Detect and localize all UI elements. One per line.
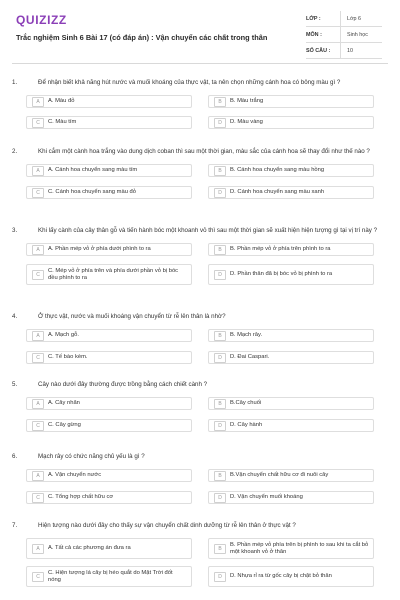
option-letter-box: A — [32, 399, 44, 409]
option-text: D. Màu vàng — [230, 119, 263, 125]
option-c[interactable] — [26, 566, 192, 587]
option-text: C. Màu tím — [48, 119, 77, 125]
option-text: C. Hiện tượng lá cây bị héo quắt do Mặt Trời đốt nóng — [48, 569, 173, 583]
option-c[interactable] — [26, 351, 192, 364]
question-text: Ở thực vật, nước và muối khoáng vận chuyển từ rễ lên thân là nhờ? — [38, 313, 226, 320]
option-d[interactable] — [208, 419, 374, 432]
option-text: B. Mạch rây. — [230, 332, 263, 338]
meta-value: Lớp 6 — [340, 11, 382, 26]
option-text: B. Phần mép vỏ phía trên bị phình to sau khi ta cắt bỏ một khoanh vỏ ở thân — [230, 541, 369, 555]
question-number: 5. — [12, 381, 18, 388]
worksheet-header — [12, 0, 388, 64]
option-d[interactable] — [208, 186, 374, 199]
worksheet-meta-table — [306, 11, 382, 59]
question-5 — [12, 381, 388, 437]
option-b[interactable] — [208, 538, 374, 559]
quizizz-logo: QUIZIZZ — [16, 13, 67, 27]
option-text: B. Phần mép vỏ ở phía trên phình to ra — [230, 246, 331, 252]
question-number: 1. — [12, 79, 18, 86]
option-text: D. Phần thân đã bị bóc vỏ bị phình to ra — [230, 271, 333, 277]
option-b[interactable] — [208, 243, 374, 256]
option-text: A. Cây nhãn — [48, 400, 80, 406]
meta-value: Sinh học — [340, 27, 382, 42]
option-letter-box: A — [32, 245, 44, 255]
option-letter-box: B — [214, 97, 226, 107]
question-text: Hiện tượng nào dưới đây cho thấy sự vận chuyển chất dinh dưỡng từ rễ lên thân ở thực vật ? — [38, 522, 296, 529]
option-c[interactable] — [26, 419, 192, 432]
option-text: A. Cánh hoa chuyển sang màu tím — [48, 167, 138, 173]
option-letter-box: C — [32, 353, 44, 363]
option-c[interactable] — [26, 264, 192, 285]
option-text: B.Cây chuối — [230, 400, 262, 406]
option-text: A. Tất cả các phương án đưa ra — [48, 545, 131, 551]
meta-row-subject — [306, 27, 382, 43]
option-text: C. Cánh hoa chuyển sang màu đỏ — [48, 189, 136, 195]
option-letter-box: C — [32, 493, 44, 503]
option-a[interactable] — [26, 243, 192, 256]
meta-row-grade — [306, 11, 382, 27]
option-text: A. Vận chuyển nước — [48, 472, 102, 478]
meta-label: SỐ CÂU : — [306, 47, 331, 54]
question-number: 4. — [12, 313, 18, 320]
option-text: C. Cây gừng — [48, 422, 81, 428]
option-letter-box: B — [214, 331, 226, 341]
option-letter-box: A — [32, 544, 44, 554]
option-text: D. Đai Caspari. — [230, 354, 270, 360]
option-letter-box: C — [32, 421, 44, 431]
option-letter-box: D — [214, 421, 226, 431]
option-b[interactable] — [208, 397, 374, 410]
option-d[interactable] — [208, 264, 374, 285]
option-b[interactable] — [208, 164, 374, 177]
option-b[interactable] — [208, 329, 374, 342]
option-text: D. Vận chuyển muối khoáng — [230, 494, 303, 500]
option-letter-box: D — [214, 118, 226, 128]
option-letter-box: D — [214, 572, 226, 582]
option-c[interactable] — [26, 186, 192, 199]
option-letter-box: B — [214, 166, 226, 176]
option-a[interactable] — [26, 329, 192, 342]
option-text: D. Nhựa rỉ ra từ gốc cây bị chặt bỏ thân — [230, 573, 332, 579]
question-text: Mạch rây có chức năng chủ yếu là gì ? — [38, 453, 145, 460]
option-letter-box: A — [32, 471, 44, 481]
question-text: Khi cắm một cành hoa trắng vào dung dịch coban thì sau một thời gian, màu sắc của cánh hoa sẽ thay đổi như thế nào ? — [38, 148, 370, 155]
option-text: A. Màu đỏ — [48, 98, 75, 104]
option-text: D. Cánh hoa chuyển sang màu xanh — [230, 189, 325, 195]
option-text: D. Cây hành — [230, 422, 263, 428]
option-text: B. Cánh hoa chuyển sang màu hồng — [230, 167, 325, 173]
option-letter-box: B — [214, 399, 226, 409]
question-text: Khi lấy cành của cây thân gỗ và tiến hành bóc một khoanh vỏ thì sau một thời gian sẽ xuất hiện hiện tượng gì tại vị trí này ? — [38, 227, 378, 234]
option-text: B. Màu trắng — [230, 98, 264, 104]
option-letter-box: B — [214, 471, 226, 481]
meta-row-question-count — [306, 43, 382, 59]
option-c[interactable] — [26, 116, 192, 129]
option-text: C. Tổng hợp chất hữu cơ — [48, 494, 114, 500]
question-4 — [12, 313, 388, 369]
option-letter-box: D — [214, 188, 226, 198]
question-7 — [12, 522, 388, 598]
question-2 — [12, 148, 388, 204]
option-letter-box: C — [32, 188, 44, 198]
option-d[interactable] — [208, 566, 374, 587]
option-text: C. Tế bào kèm. — [48, 354, 88, 360]
option-text: B.Vận chuyển chất hữu cơ đi nuôi cây — [230, 472, 329, 478]
option-text: A. Mạch gỗ. — [48, 332, 79, 338]
question-text: Cây nào dưới đây thường được trồng bằng cách chiết cành ? — [38, 381, 208, 388]
meta-label: MÔN : — [306, 31, 322, 38]
meta-label: LỚP : — [306, 15, 321, 22]
meta-value: 10 — [340, 43, 382, 58]
option-letter-box: C — [32, 118, 44, 128]
question-number: 7. — [12, 522, 18, 529]
question-number: 3. — [12, 227, 18, 234]
option-a[interactable] — [26, 397, 192, 410]
option-c[interactable] — [26, 491, 192, 504]
option-letter-box: C — [32, 572, 44, 582]
option-b[interactable] — [208, 469, 374, 482]
option-letter-box: B — [214, 245, 226, 255]
option-letter-box: D — [214, 270, 226, 280]
option-letter-box: D — [214, 493, 226, 503]
question-text: Để nhận biết khả năng hút nước và muối khoáng của thực vật, ta nên chọn những cánh hoa có bông màu gì ? — [38, 79, 341, 86]
option-text: A. Phần mép vỏ ở phía dưới phình to ra — [48, 246, 151, 252]
option-a[interactable] — [26, 95, 192, 108]
option-d[interactable] — [208, 491, 374, 504]
option-letter-box: D — [214, 353, 226, 363]
option-a[interactable] — [26, 538, 192, 559]
option-text: C. Mép vỏ ở phía trên và phía dưới phần vỏ bị bóc đều phình to ra — [48, 267, 179, 281]
option-letter-box: A — [32, 331, 44, 341]
question-number: 2. — [12, 148, 18, 155]
question-number: 6. — [12, 453, 18, 460]
option-letter-box: B — [214, 544, 226, 554]
question-6 — [12, 453, 388, 509]
option-b[interactable] — [208, 95, 374, 108]
option-a[interactable] — [26, 164, 192, 177]
worksheet-title: Trắc nghiệm Sinh 6 Bài 17 (có đáp án) : Vận chuyển các chất trong thân — [16, 33, 268, 42]
option-d[interactable] — [208, 116, 374, 129]
option-letter-box: A — [32, 97, 44, 107]
question-1 — [12, 79, 388, 133]
option-a[interactable] — [26, 469, 192, 482]
option-letter-box: C — [32, 270, 44, 280]
option-d[interactable] — [208, 351, 374, 364]
question-3 — [12, 227, 388, 291]
option-letter-box: A — [32, 166, 44, 176]
